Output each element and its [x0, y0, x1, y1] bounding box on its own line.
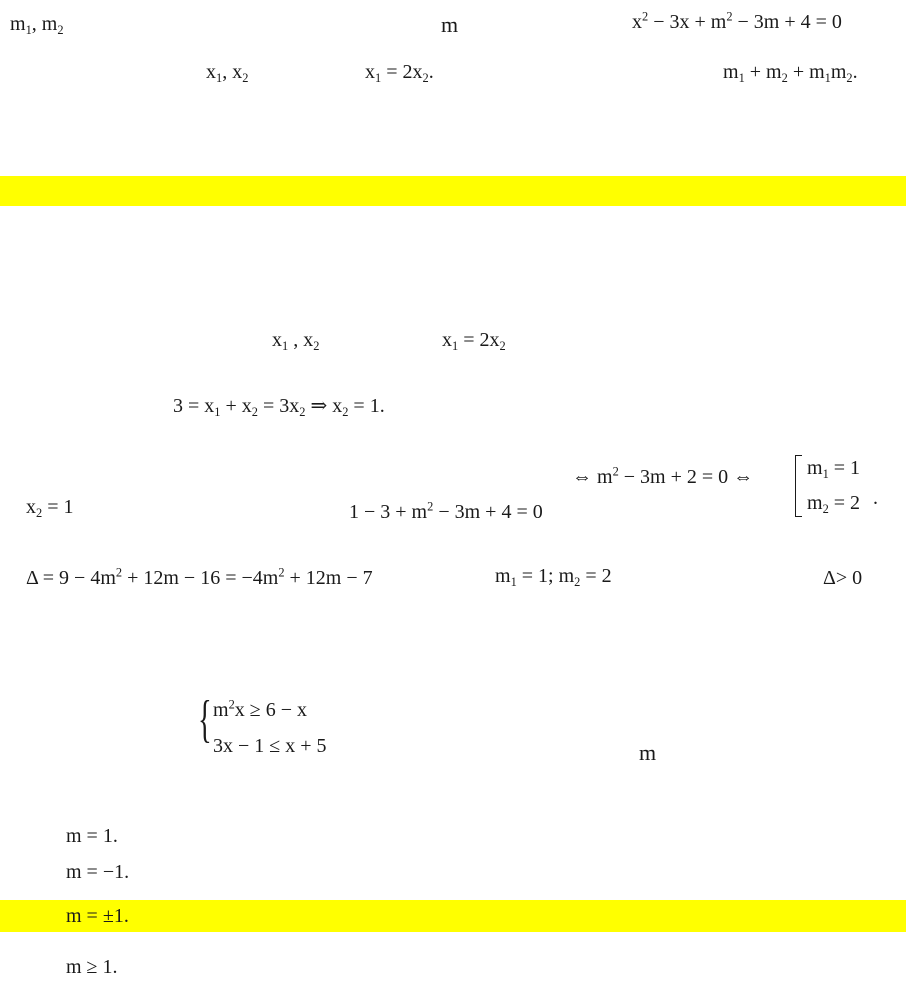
- option-b[interactable]: m = −1.: [66, 861, 130, 883]
- case-1: $m_1 = 1$: [807, 457, 861, 481]
- reduced-equation: ⇔ $m^2 - 3m + 2 = 0$ ⇔: [572, 464, 754, 488]
- option-c-highlight: [0, 900, 906, 932]
- inequality-1: $m^2x \ge 6 - x$: [213, 697, 308, 721]
- answer-highlight-bar: [0, 176, 906, 206]
- m-values: $m_1 = 1$; $m_2 = 2$: [495, 565, 612, 589]
- system-brace: {: [198, 691, 212, 748]
- solution-roots: $x_1$ , $x_2$: [272, 329, 320, 353]
- problem-target: $m_1 + m_2 + m_1m_2$.: [723, 61, 858, 85]
- solution-condition: $x_1 = 2x_2$: [442, 329, 506, 353]
- substituted-equation: $1 - 3 + m^2 - 3m + 4 = 0$: [349, 499, 543, 523]
- problem-equation: $x^2 - 3x + m^2 - 3m + 4 = 0$: [632, 9, 842, 33]
- vieta-line: $3 = x_1 + x_2 = 3x_2$ ⇒ $x_2 = 1$.: [173, 395, 385, 419]
- option-d[interactable]: m ≥ 1.: [66, 956, 118, 978]
- discriminant-line: $\Delta = 9 - 4m^2 + 12m - 16 = -4m^2 + 12m - 7$: [26, 565, 373, 589]
- problem-roots: $x_1$, $x_2$: [206, 61, 249, 85]
- case-2: $m_2 = 2$: [807, 492, 861, 516]
- case-end: .: [873, 487, 878, 509]
- question2-param-m: m: [639, 740, 657, 765]
- problem-condition: $x_1 = 2x_2$.: [365, 61, 434, 85]
- problem-vars-m1m2: $m_1$, $m_2$: [10, 13, 64, 37]
- x2-value: $x_2 = 1$: [26, 496, 74, 520]
- option-c[interactable]: m = ±1.: [66, 905, 129, 927]
- problem-param-m: m: [441, 12, 459, 37]
- case-bracket: [795, 455, 802, 517]
- delta-positive: Δ> 0: [823, 567, 863, 589]
- option-a[interactable]: m = 1.: [66, 825, 118, 847]
- inequality-2: 3x − 1 ≤ x + 5: [213, 735, 327, 757]
